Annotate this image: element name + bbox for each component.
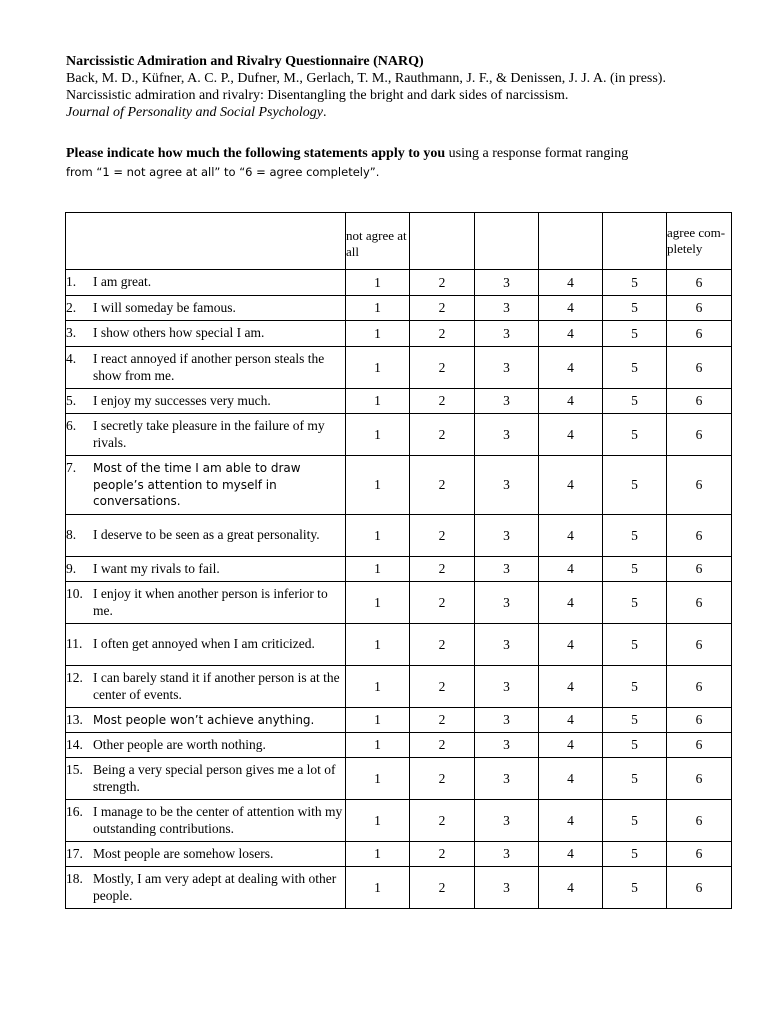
response-option-1[interactable]: 1 [346, 414, 410, 456]
narq-items-table [65, 212, 732, 909]
response-option-3[interactable]: 3 [475, 389, 539, 414]
response-option-5[interactable]: 5 [603, 666, 667, 708]
response-option-5[interactable]: 5 [603, 270, 667, 296]
response-option-2[interactable]: 2 [410, 758, 475, 800]
citation-text: Back, M. D., Küfner, A. C. P., Dufner, M., Gerlach, T. M., Rauthmann, J. F., & Denissen, J. J. A. (in press). Narcissistic admiration and rivalry: Disentangling the bright and dark sides of narcissism. [66, 71, 666, 103]
item-number: 7. [66, 460, 77, 476]
response-option-4[interactable]: 4 [539, 296, 603, 321]
table-row [66, 456, 732, 515]
item-number: 1. [66, 274, 77, 290]
response-option-2[interactable]: 2 [410, 456, 475, 515]
response-option-6[interactable]: 6 [667, 296, 732, 321]
response-option-2[interactable]: 2 [410, 557, 475, 582]
response-option-4[interactable]: 4 [539, 624, 603, 666]
response-option-6[interactable]: 6 [667, 515, 732, 557]
item-number: 17. [66, 845, 83, 861]
response-option-3[interactable]: 3 [475, 666, 539, 708]
response-option-6[interactable]: 6 [667, 867, 732, 909]
response-option-3[interactable]: 3 [475, 347, 539, 389]
response-option-3[interactable]: 3 [475, 296, 539, 321]
response-option-1[interactable]: 1 [346, 842, 410, 867]
item-statement: Being a very special person gives me a lot of strength. [93, 762, 336, 794]
table-row [66, 624, 732, 666]
header-empty-cell [410, 213, 475, 270]
response-option-3[interactable]: 3 [475, 733, 539, 758]
item-cell [66, 557, 346, 582]
table-row [66, 733, 732, 758]
item-statement: I often get annoyed when I am criticized. [93, 636, 315, 652]
header-empty-cell [66, 213, 346, 270]
response-option-1[interactable]: 1 [346, 666, 410, 708]
response-option-3[interactable]: 3 [475, 456, 539, 515]
response-option-5[interactable]: 5 [603, 321, 667, 347]
header-not-agree: not agree at all [346, 213, 410, 270]
item-number: 10. [66, 586, 83, 601]
item-cell [66, 666, 346, 708]
response-option-6[interactable]: 6 [667, 708, 732, 733]
response-option-5[interactable]: 5 [603, 708, 667, 733]
response-option-1[interactable]: 1 [346, 733, 410, 758]
response-option-4[interactable]: 4 [539, 733, 603, 758]
response-option-1[interactable]: 1 [346, 296, 410, 321]
table-row [66, 414, 732, 456]
item-statement: I react annoyed if another person steals the show from me. [93, 351, 325, 383]
response-option-4[interactable]: 4 [539, 270, 603, 296]
response-option-1[interactable]: 1 [346, 557, 410, 582]
response-option-5[interactable]: 5 [603, 296, 667, 321]
response-option-1[interactable]: 1 [346, 456, 410, 515]
journal-name: Journal of Personality and Social Psychology [66, 105, 324, 120]
document-header [66, 53, 726, 121]
response-option-5[interactable]: 5 [603, 515, 667, 557]
response-option-4[interactable]: 4 [539, 456, 603, 515]
response-option-6[interactable]: 6 [667, 758, 732, 800]
item-cell [66, 515, 346, 557]
table-row [66, 389, 732, 414]
item-number: 15. [66, 762, 83, 777]
response-option-1[interactable]: 1 [346, 708, 410, 733]
response-option-5[interactable]: 5 [603, 842, 667, 867]
response-option-4[interactable]: 4 [539, 708, 603, 733]
item-number: 14. [66, 736, 83, 752]
response-option-4[interactable]: 4 [539, 842, 603, 867]
item-cell [66, 733, 346, 758]
item-statement: Most of the time I am able to draw people’s attention to myself in conversations. [93, 461, 301, 509]
response-option-5[interactable]: 5 [603, 800, 667, 842]
response-option-3[interactable]: 3 [475, 624, 539, 666]
citation [66, 70, 726, 121]
response-option-6[interactable]: 6 [667, 414, 732, 456]
response-option-6[interactable]: 6 [667, 733, 732, 758]
item-statement: I am great. [93, 274, 152, 290]
response-scale-description: from “1 = not agree at all” to “6 = agree completely”. [66, 165, 380, 179]
response-option-6[interactable]: 6 [667, 270, 732, 296]
response-option-3[interactable]: 3 [475, 867, 539, 909]
response-option-1[interactable]: 1 [346, 867, 410, 909]
item-number: 8. [66, 527, 77, 543]
response-option-4[interactable]: 4 [539, 582, 603, 624]
item-cell [66, 582, 346, 624]
response-option-5[interactable]: 5 [603, 389, 667, 414]
response-option-2[interactable]: 2 [410, 582, 475, 624]
response-option-4[interactable]: 4 [539, 321, 603, 347]
response-option-3[interactable]: 3 [475, 557, 539, 582]
response-option-2[interactable]: 2 [410, 666, 475, 708]
item-cell [66, 389, 346, 414]
item-number: 13. [66, 711, 83, 727]
item-statement: Other people are worth nothing. [93, 736, 266, 752]
document-title: Narcissistic Admiration and Rivalry Questionnaire (NARQ) [66, 54, 424, 69]
header-empty-cell [475, 213, 539, 270]
response-option-5[interactable]: 5 [603, 733, 667, 758]
table-row [66, 842, 732, 867]
item-number: 11. [66, 636, 83, 652]
instructions-rest: using a response format ranging [445, 146, 629, 161]
response-option-2[interactable]: 2 [410, 347, 475, 389]
item-cell [66, 270, 346, 296]
table-row [66, 515, 732, 557]
response-option-2[interactable]: 2 [410, 842, 475, 867]
response-option-3[interactable]: 3 [475, 708, 539, 733]
response-option-1[interactable]: 1 [346, 347, 410, 389]
response-option-6[interactable]: 6 [667, 557, 732, 582]
response-option-2[interactable]: 2 [410, 321, 475, 347]
response-option-6[interactable]: 6 [667, 321, 732, 347]
header-empty-cell [539, 213, 603, 270]
response-option-5[interactable]: 5 [603, 582, 667, 624]
response-option-4[interactable]: 4 [539, 557, 603, 582]
response-option-2[interactable]: 2 [410, 270, 475, 296]
table-row [66, 347, 732, 389]
item-statement: I will someday be famous. [93, 299, 236, 315]
table-row [66, 321, 732, 347]
item-statement: I show others how special I am. [93, 325, 265, 341]
response-option-3[interactable]: 3 [475, 800, 539, 842]
item-cell [66, 321, 346, 347]
item-cell [66, 624, 346, 666]
item-statement: I enjoy my successes very much. [93, 392, 271, 408]
item-number: 12. [66, 670, 83, 685]
response-option-1[interactable]: 1 [346, 624, 410, 666]
response-option-2[interactable]: 2 [410, 414, 475, 456]
table-row [66, 270, 732, 296]
response-option-3[interactable]: 3 [475, 515, 539, 557]
item-number: 18. [66, 871, 83, 886]
table-row [66, 708, 732, 733]
response-option-2[interactable]: 2 [410, 296, 475, 321]
response-option-1[interactable]: 1 [346, 389, 410, 414]
response-option-4[interactable]: 4 [539, 758, 603, 800]
table-row [66, 582, 732, 624]
response-option-5[interactable]: 5 [603, 347, 667, 389]
response-option-6[interactable]: 6 [667, 389, 732, 414]
response-option-5[interactable]: 5 [603, 414, 667, 456]
response-option-1[interactable]: 1 [346, 515, 410, 557]
response-option-4[interactable]: 4 [539, 515, 603, 557]
journal-period: . [323, 105, 327, 120]
item-cell [66, 800, 346, 842]
response-option-4[interactable]: 4 [539, 389, 603, 414]
response-option-5[interactable]: 5 [603, 867, 667, 909]
item-cell [66, 296, 346, 321]
response-option-4[interactable]: 4 [539, 414, 603, 456]
item-number: 6. [66, 418, 77, 433]
item-cell [66, 347, 346, 389]
table-row [66, 557, 732, 582]
item-number: 4. [66, 351, 77, 366]
item-number: 16. [66, 804, 83, 819]
response-option-4[interactable]: 4 [539, 666, 603, 708]
response-option-3[interactable]: 3 [475, 270, 539, 296]
response-option-6[interactable]: 6 [667, 347, 732, 389]
response-option-1[interactable]: 1 [346, 582, 410, 624]
item-statement: I enjoy it when another person is inferior to me. [93, 586, 328, 618]
table-row [66, 666, 732, 708]
response-option-4[interactable]: 4 [539, 347, 603, 389]
header-empty-cell [603, 213, 667, 270]
item-statement: I secretly take pleasure in the failure of my rivals. [93, 418, 325, 450]
response-option-2[interactable]: 2 [410, 733, 475, 758]
response-option-3[interactable]: 3 [475, 321, 539, 347]
item-statement: I can barely stand it if another person is at the center of events. [93, 670, 340, 702]
response-option-1[interactable]: 1 [346, 270, 410, 296]
response-option-5[interactable]: 5 [603, 557, 667, 582]
item-cell [66, 456, 346, 515]
response-option-3[interactable]: 3 [475, 758, 539, 800]
response-option-2[interactable]: 2 [410, 389, 475, 414]
narq-table-body [66, 213, 732, 909]
response-option-3[interactable]: 3 [475, 582, 539, 624]
response-option-6[interactable]: 6 [667, 582, 732, 624]
response-option-2[interactable]: 2 [410, 708, 475, 733]
item-statement: I deserve to be seen as a great personality. [93, 527, 320, 543]
response-option-2[interactable]: 2 [410, 800, 475, 842]
response-option-5[interactable]: 5 [603, 758, 667, 800]
item-statement: Mostly, I am very adept at dealing with other people. [93, 871, 337, 903]
table-row [66, 758, 732, 800]
response-option-5[interactable]: 5 [603, 624, 667, 666]
response-option-3[interactable]: 3 [475, 414, 539, 456]
response-option-4[interactable]: 4 [539, 867, 603, 909]
item-statement: Most people won’t achieve anything. [93, 712, 315, 727]
item-statement: I want my rivals to fail. [93, 560, 220, 576]
item-cell [66, 867, 346, 909]
item-number: 2. [66, 299, 77, 315]
response-option-1[interactable]: 1 [346, 321, 410, 347]
header-agree-completely: agree com-pletely [667, 213, 732, 270]
table-header-row [66, 213, 732, 270]
table-row [66, 296, 732, 321]
table-row [66, 867, 732, 909]
response-option-5[interactable]: 5 [603, 456, 667, 515]
response-option-2[interactable]: 2 [410, 867, 475, 909]
response-option-6[interactable]: 6 [667, 842, 732, 867]
table-row [66, 800, 732, 842]
response-option-3[interactable]: 3 [475, 842, 539, 867]
response-option-6[interactable]: 6 [667, 800, 732, 842]
instructions-bold: Please indicate how much the following statements apply to you [66, 146, 446, 161]
item-statement: Most people are somehow losers. [93, 845, 274, 861]
response-option-6[interactable]: 6 [667, 624, 732, 666]
response-option-1[interactable]: 1 [346, 758, 410, 800]
item-cell [66, 708, 346, 733]
item-number: 3. [66, 325, 77, 341]
item-number: 9. [66, 560, 77, 576]
item-cell [66, 842, 346, 867]
response-option-6[interactable]: 6 [667, 456, 732, 515]
instructions [66, 145, 726, 182]
response-option-1[interactable]: 1 [346, 800, 410, 842]
response-option-2[interactable]: 2 [410, 624, 475, 666]
response-option-4[interactable]: 4 [539, 800, 603, 842]
item-cell [66, 414, 346, 456]
item-cell [66, 758, 346, 800]
response-option-2[interactable]: 2 [410, 515, 475, 557]
item-statement: I manage to be the center of attention with my outstanding contributions. [93, 804, 343, 836]
response-option-6[interactable]: 6 [667, 666, 732, 708]
item-number: 5. [66, 392, 77, 408]
